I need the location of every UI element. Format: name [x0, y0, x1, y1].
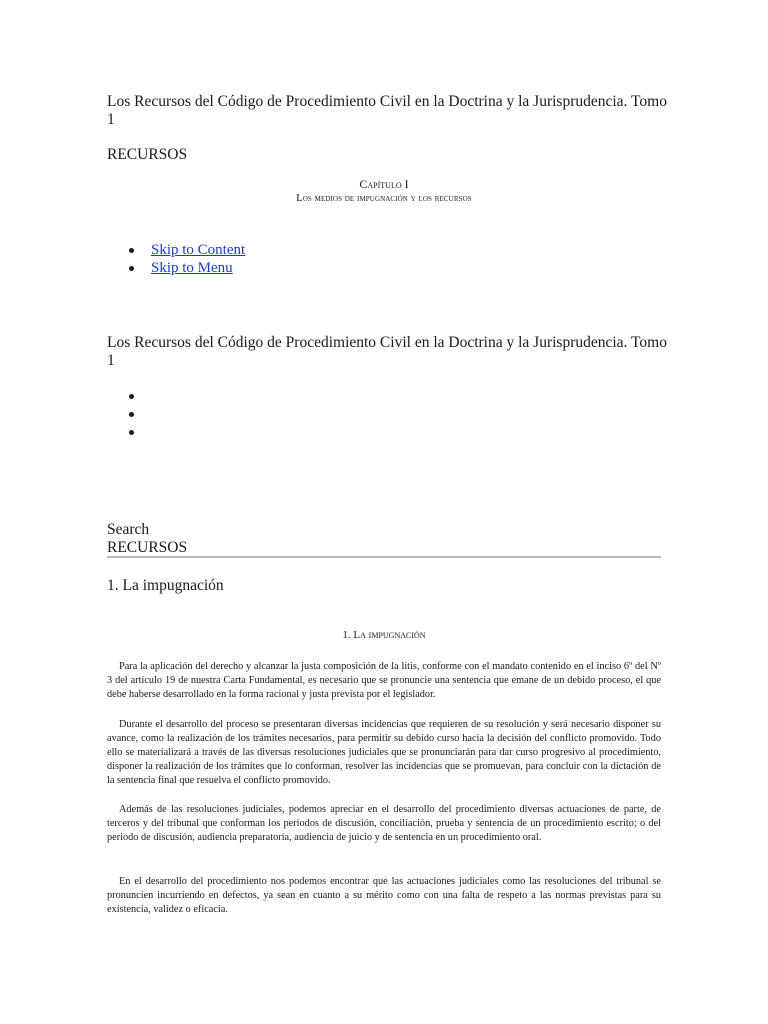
chapter-title: Capítulo I — [359, 177, 409, 191]
skip-to-content-link[interactable]: Skip to Content — [151, 242, 246, 258]
chapter-subtitle: Los medios de impugnación y los recursos — [296, 193, 472, 204]
empty-menu-list — [107, 387, 151, 441]
search-label[interactable]: Search — [107, 521, 150, 538]
skip-to-menu-link[interactable]: Skip to Menu — [151, 260, 233, 276]
body-paragraph: Además de las resoluciones judiciales, podemos apreciar en el desarrollo del procedimiento diversas actuaciones de parte, de terceros y del tribunal que conforman los periodos de discusión, conciliación, prueba y sentencia de un procedimiento escrito; o del periodo de discusión, audiencia preparatoria, audiencia de juicio y de sentencia en un procedimiento oral. — [107, 804, 661, 843]
book-title: Los Recursos del Código de Procedimiento Civil en la Doctrina y la Jurisprudencia. Tomo 1 — [107, 93, 667, 128]
body-paragraph: En el desarrollo del procedimiento nos podemos encontrar que las actuaciones judiciales como las resoluciones del tribunal se pronuncien incurriendo en defectos, ya sean en cuanto a su mérito como con una falta de respeto a las normas previstas para su existencia, validez o eficacia. — [107, 876, 661, 915]
subsection-heading: 1. La impugnación — [107, 577, 224, 594]
section-label-repeat: RECURSOS — [107, 539, 188, 556]
menu-item[interactable] — [107, 387, 151, 405]
section-divider — [107, 556, 661, 558]
menu-item[interactable] — [107, 423, 151, 441]
skip-links-list — [107, 241, 245, 277]
body-paragraph: Para la aplicación del derecho y alcanzar la justa composición de la litis, conforme con el mandato contenido en el inciso 6º del Nº 3 del artículo 19 de nuestra Carta Fundamental, es necesario que se pronuncie una sentencia que emane de un debido proceso, el que debe haberse desarrollado en la forma racional y justa prevista por el legislador. — [107, 661, 661, 700]
subsection-title-centered: 1. La impugnación — [342, 629, 426, 641]
section-label: RECURSOS — [107, 146, 188, 163]
skip-link-item — [107, 259, 245, 277]
skip-link-item — [107, 241, 245, 259]
body-paragraph: Durante el desarrollo del proceso se presentaran diversas incidencias que requieren de su resolución y será necesario disponer su avance, como la realización de los trámites necesarios, para permitir su debido curso hacia la decisión del conflicto promovido. Todo ello se materializará a través de las diversas resoluciones judiciales que se pronunciarán para dar curso progresivo al procedimiento, disponer la realización de los trámites que lo conforman, resolver las incidencias que se promuevan, para concluir con la dictación de la sentencia final que resuelva el conflicto promovido. — [107, 719, 661, 786]
book-title-repeat: Los Recursos del Código de Procedimiento Civil en la Doctrina y la Jurisprudencia. Tomo 1 — [107, 334, 667, 369]
menu-item[interactable] — [107, 405, 151, 423]
